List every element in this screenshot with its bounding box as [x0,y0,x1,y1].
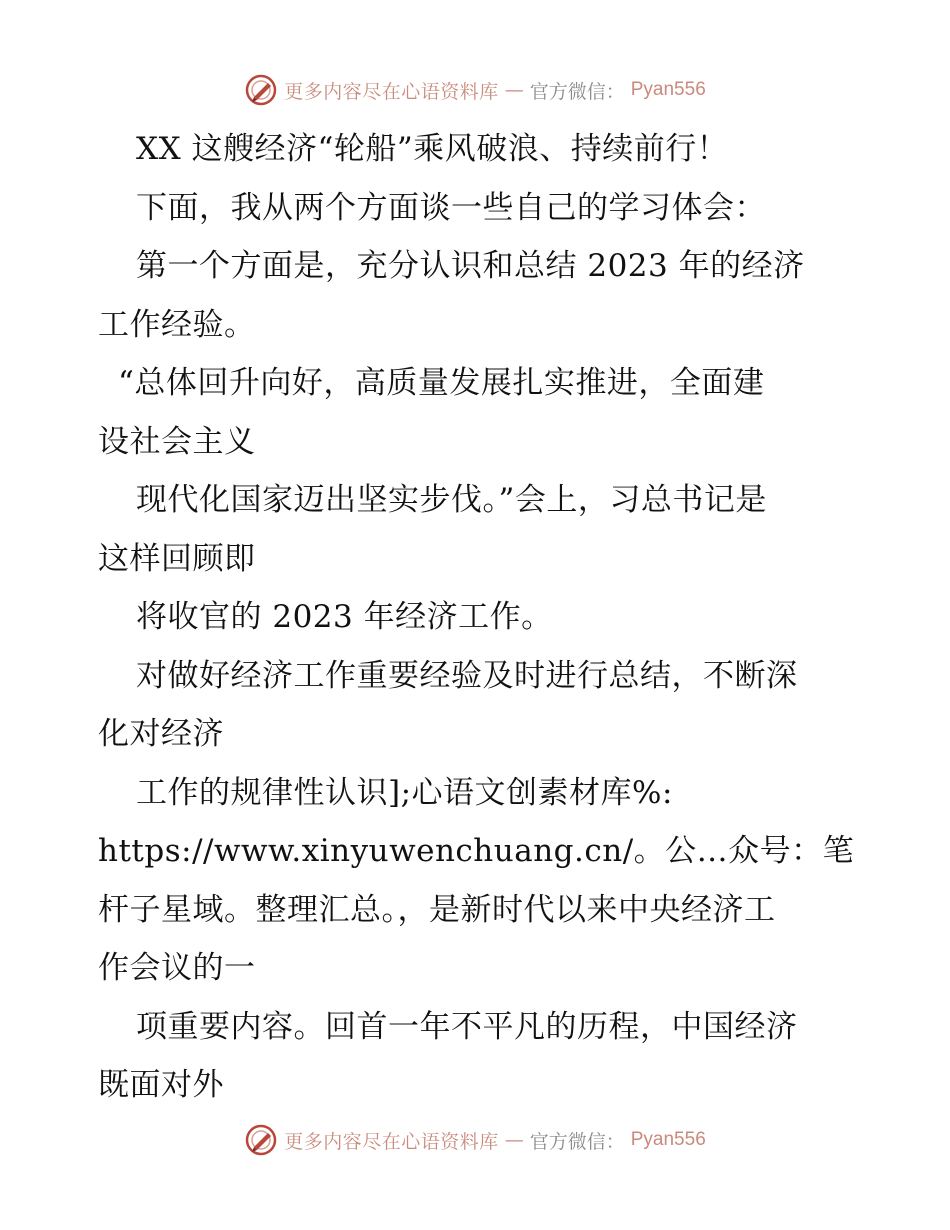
document-body [98,120,858,1115]
body-line-12: 工作的规律性认识];心语文创素材库%: [136,774,673,811]
footer-banner [0,1120,950,1160]
pen-seal-logo-icon [244,73,278,107]
header-banner [0,70,950,110]
footer-banner-handle: Pyan556 [630,1129,706,1150]
body-line-13: https://www.xinyuwenchuang.cn/。公…众号：笔 [98,833,855,869]
pen-seal-logo-icon [244,1123,278,1157]
body-line-10: 对做好经济工作重要经验及时进行总结，不断深 [136,657,798,694]
body-line-2: 下面，我从两个方面谈一些自己的学习体会： [136,189,766,226]
body-line-3: 第一个方面是，充分认识和总结 2023 年的经济 [136,248,805,284]
footer-banner-text: 更多内容尽在心语资料库 [284,1130,499,1153]
header-banner-handle: Pyan556 [630,79,706,100]
body-line-17: 既面对外 [98,1067,224,1103]
footer-banner-separator: — [504,1129,524,1151]
header-banner-content [244,73,706,107]
body-line-4: 工作经验。 [98,306,256,343]
body-line-15: 作会议的一 [98,950,256,986]
body-line-1: XX 这艘经济“轮船”乘风破浪、持续前行！ [136,131,729,167]
body-line-5: “总体回升向好，高质量发展扎实推进，全面建 [118,365,765,401]
body-line-14: 杆子星域。整理汇总。，是新时代以来中央经济工 [98,891,776,928]
header-banner-separator: — [504,79,524,101]
body-line-11: 化对经济 [98,716,224,752]
body-line-7: 现代化国家迈出坚实步伐。”会上，习总书记是 [136,482,767,518]
body-line-16: 项重要内容。回首一年不平凡的历程，中国经济 [136,1008,798,1045]
header-banner-label: 官方微信： [529,80,625,103]
body-line-9: 将收官的 2023 年经济工作。 [136,599,553,635]
footer-banner-content [244,1123,706,1157]
header-banner-text: 更多内容尽在心语资料库 [284,80,499,103]
body-line-6: 设社会主义 [98,423,256,460]
footer-banner-label: 官方微信： [529,1130,625,1153]
body-line-8: 这样回顾即 [98,540,256,577]
